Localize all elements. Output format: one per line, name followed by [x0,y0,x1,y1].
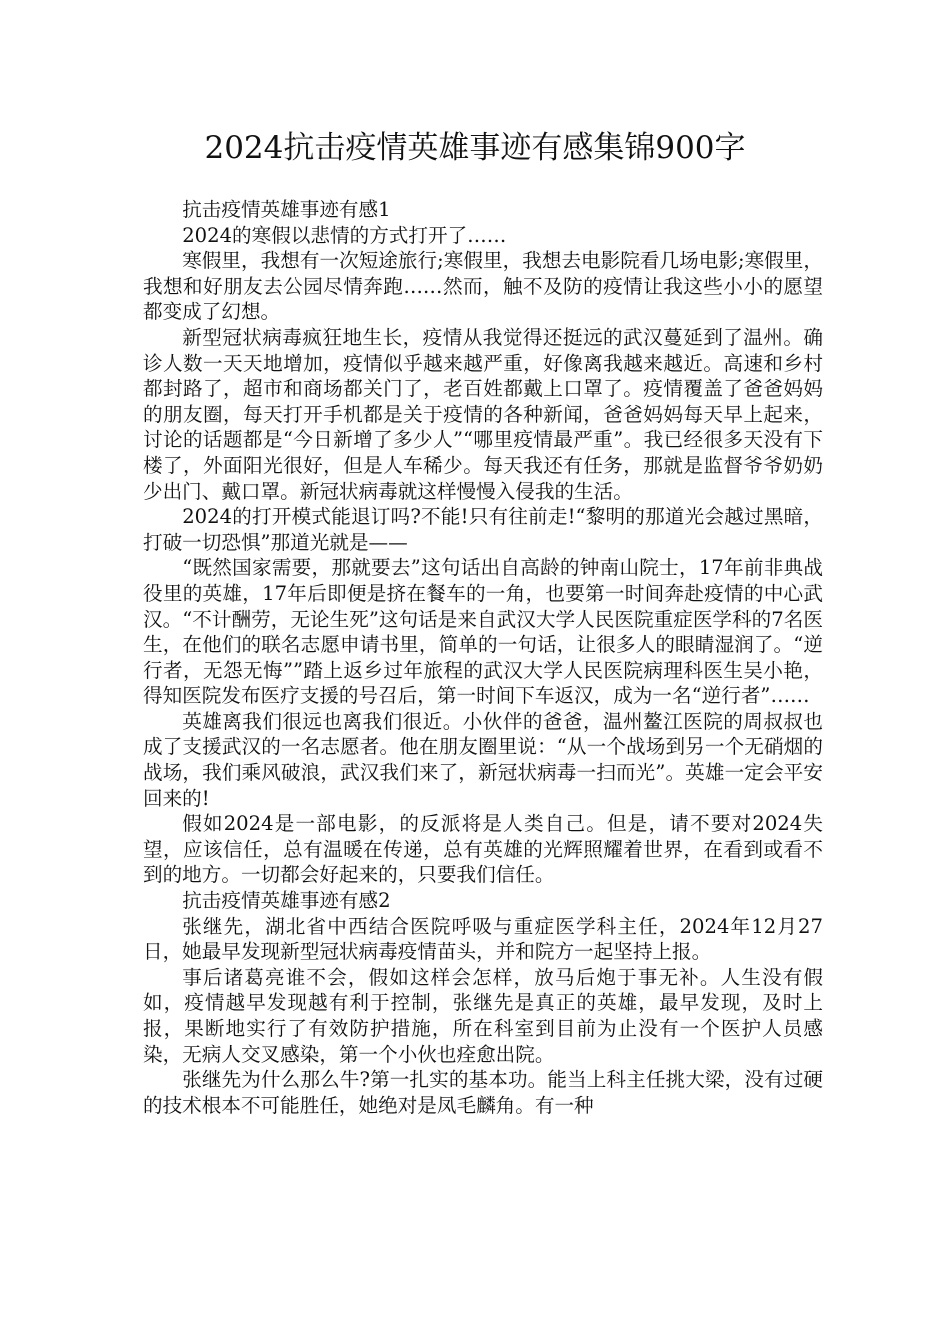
paragraph: 张继先为什么那么牛?第一扎实的基本功。能当上科主任挑大梁，没有过硬的技术根本不可能胜任，她绝对是凤毛麟角。有一种 [143,1068,823,1117]
document-title: 2024抗击疫情英雄事迹有感集锦900字 [204,130,746,166]
section-heading-2: 抗击疫情英雄事迹有感2 [182,889,391,913]
paragraph: 2024的寒假以悲情的方式打开了…… [182,223,507,247]
paragraph: “既然国家需要，那就要去”这句话出自高龄的钟南山院士，17年前非典战役里的英雄，17年后即便是挤在餐车的一角，也要第一时间奔赴疫情的中心武汉。“不计酬劳，无论生死”这句话是来自武汉大学人民医院重症医学科的7名医生，在他们的联名志愿申请书里，简单的一句话，让很多人的眼睛湿润了。“逆行者，无怨无悔””踏上返乡过年旅程的武汉大学人民医院病理科医生吴小艳，得知医院发布医疗支援的号召后，第一时间下车返汉，成为一名“逆行者”…… [143,556,823,708]
paragraph: 英雄离我们很远也离我们很近。小伙伴的爸爸，温州鳌江医院的周叔叔也成了支援武汉的一名志愿者。他在朋友圈里说：“从一个战场到另一个无硝烟的战场，我们乘风破浪，武汉我们来了，新冠状病毒一扫而光”。英雄一定会平安回来的! [143,709,823,810]
document-body [143,197,823,1118]
paragraph: 事后诸葛亮谁不会，假如这样会怎样，放马后炮于事无补。人生没有假如，疫情越早发现越有利于控制，张继先是真正的英雄，最早发现，及时上报，果断地实行了有效防护措施，所在科室到目前为止没有一个医护人员感染，无病人交叉感染，第一个小伙也痊愈出院。 [143,965,823,1066]
paragraph: 新型冠状病毒疯狂地生长，疫情从我觉得还挺远的武汉蔓延到了温州。确诊人数一天天地增加，疫情似乎越来越严重，好像离我越来越近。高速和乡村都封路了，超市和商场都关门了，老百姓都戴上口罩了。疫情覆盖了爸爸妈妈的朋友圈，每天打开手机都是关于疫情的各种新闻，爸爸妈妈每天早上起来，讨论的话题都是“今日新增了多少人”“哪里疫情最严重”。我已经很多天没有下楼了，外面阳光很好，但是人车稀少。每天我还有任务，那就是监督爷爷奶奶少出门、戴口罩。新冠状病毒就这样慢慢入侵我的生活。 [143,325,823,503]
paragraph: 2024的打开模式能退订吗?不能!只有往前走!“黎明的那道光会越过黑暗，打破一切恐惧”那道光就是—— [143,505,823,554]
paragraph: 寒假里，我想有一次短途旅行;寒假里，我想去电影院看几场电影;寒假里，我想和好朋友去公园尽情奔跑……然而，触不及防的疫情让我这些小小的愿望都变成了幻想。 [143,249,823,324]
paragraph: 假如2024是一部电影，的反派将是人类自己。但是，请不要对2024失望，应该信任，总有温暖在传递，总有英雄的光辉照耀着世界，在看到或看不到的地方。一切都会好起来的，只要我们信任。 [143,812,823,887]
paragraph: 张继先，湖北省中西结合医院呼吸与重症医学科主任，2024年12月27日，她最早发现新型冠状病毒疫情苗头，并和院方一起坚持上报。 [143,914,823,964]
section-heading-1: 抗击疫情英雄事迹有感1 [182,198,391,221]
